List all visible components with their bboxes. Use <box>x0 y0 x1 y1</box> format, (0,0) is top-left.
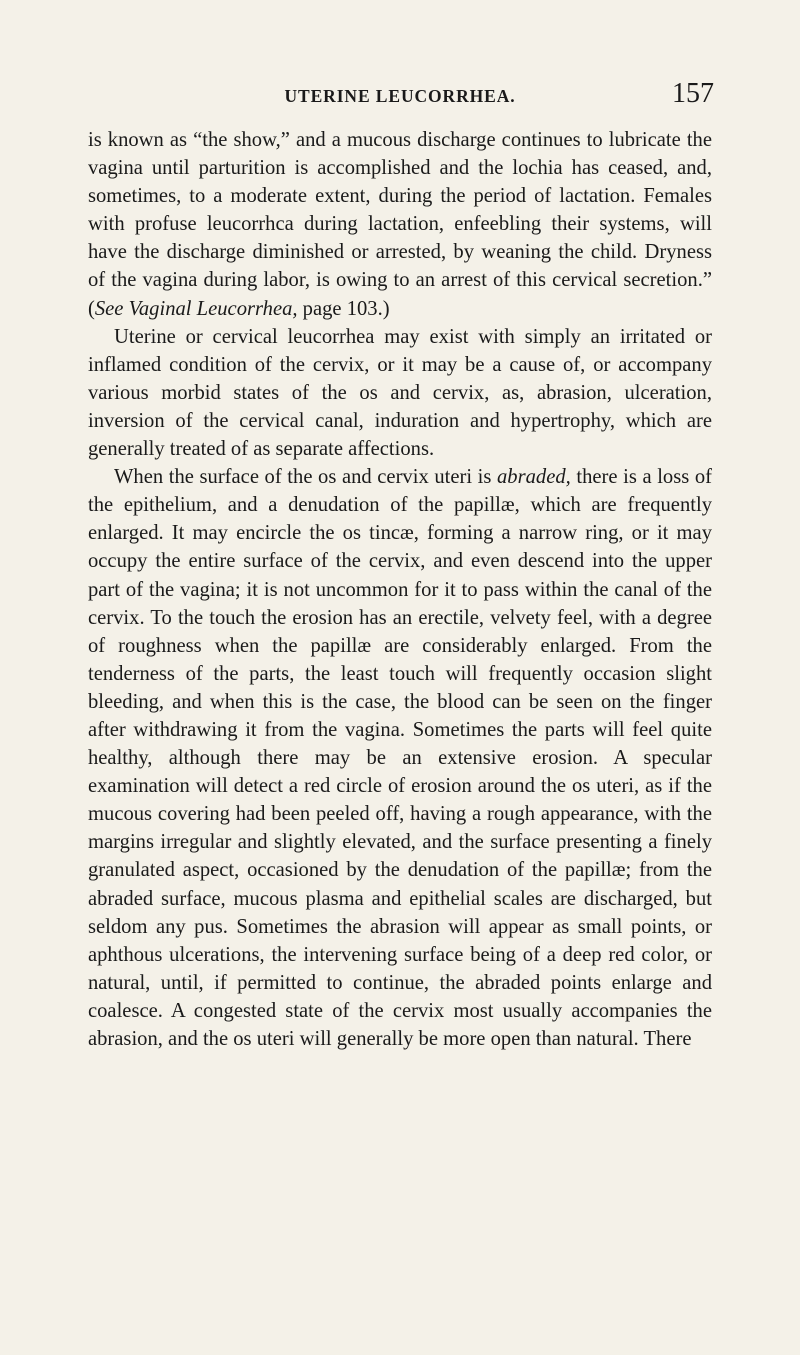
text-run: Uterine or cervical leucorrhea may exist with simply an irritated or inflamed condition of the cervix, or it may be a cause of, or accompany various morbid states of the os and cervix, as, abrasion, ulceration, inversion of the cervical canal, induration and hypertrophy, which are generally treated of as separate affections. <box>88 325 712 461</box>
paragraph-continuation <box>88 126 712 323</box>
page-number: 157 <box>672 78 714 109</box>
paragraph <box>88 323 712 463</box>
text-run: When the surface of the os and cervix uteri is <box>114 466 497 489</box>
text-run: is known as “the show,” and a mucous discharge continues to lubricate the vagina until parturition is accomplished and the lochia has ceased, and, sometimes, to a moderate extent, during the period of lactation. Females with profuse leucorrhca during lactation, enfeebling their systems, will have the discharge diminished or arrested, by weaning the child. Dryness of the vagina during labor, is owing to an arrest of this cervical secretion.” ( <box>88 129 712 320</box>
running-title: UTERINE LEUCORRHEA. <box>284 86 516 106</box>
text-run: there is a loss of the epithelium, and a denudation of the papillæ, which are frequently enlarged. It may encircle the os tincæ, forming a narrow ring, or it may occupy the entire surface of the cervix, and even descend into the upper part of the vagina; it is not uncommon for it to pass within the canal of the cervix. To the touch the erosion has an erectile, velvety feel, with a degree of roughness when the papillæ are considerably enlarged. From the tenderness of the parts, the least touch will frequently occasion slight bleeding, and when this is the case, the blood can be seen on the finger after withdrawing it from the vagina. Sometimes the parts will feel quite healthy, although there may be an extensive erosion. A specular examination will detect a red circle of erosion around the os uteri, as if the mucous covering had been peeled off, having a rough appearance, with the margins irregular and slightly elevated, and the surface presenting a finely granulated aspect, occasioned by the denudation of the papillæ; from the abraded surface, mucous plasma and epithelial scales are discharged, but seldom any pus. Sometimes the abrasion will appear as small points, or aphthous ulcerations, the intervening surface being of a deep red color, or natural, until, if permitted to continue, the abraded points enlarge and coalesce. A congested state of the cervix most usually accompanies the abrasion, and the os uteri will generally be more open than natural. There <box>88 466 712 1050</box>
cross-reference: See Vaginal Leucorrhea, <box>94 297 298 320</box>
running-head <box>88 78 712 108</box>
body-text <box>88 126 712 1053</box>
text-run: page 103.) <box>297 297 390 320</box>
paragraph <box>88 463 712 1053</box>
emphasis-term: abraded, <box>497 466 571 489</box>
